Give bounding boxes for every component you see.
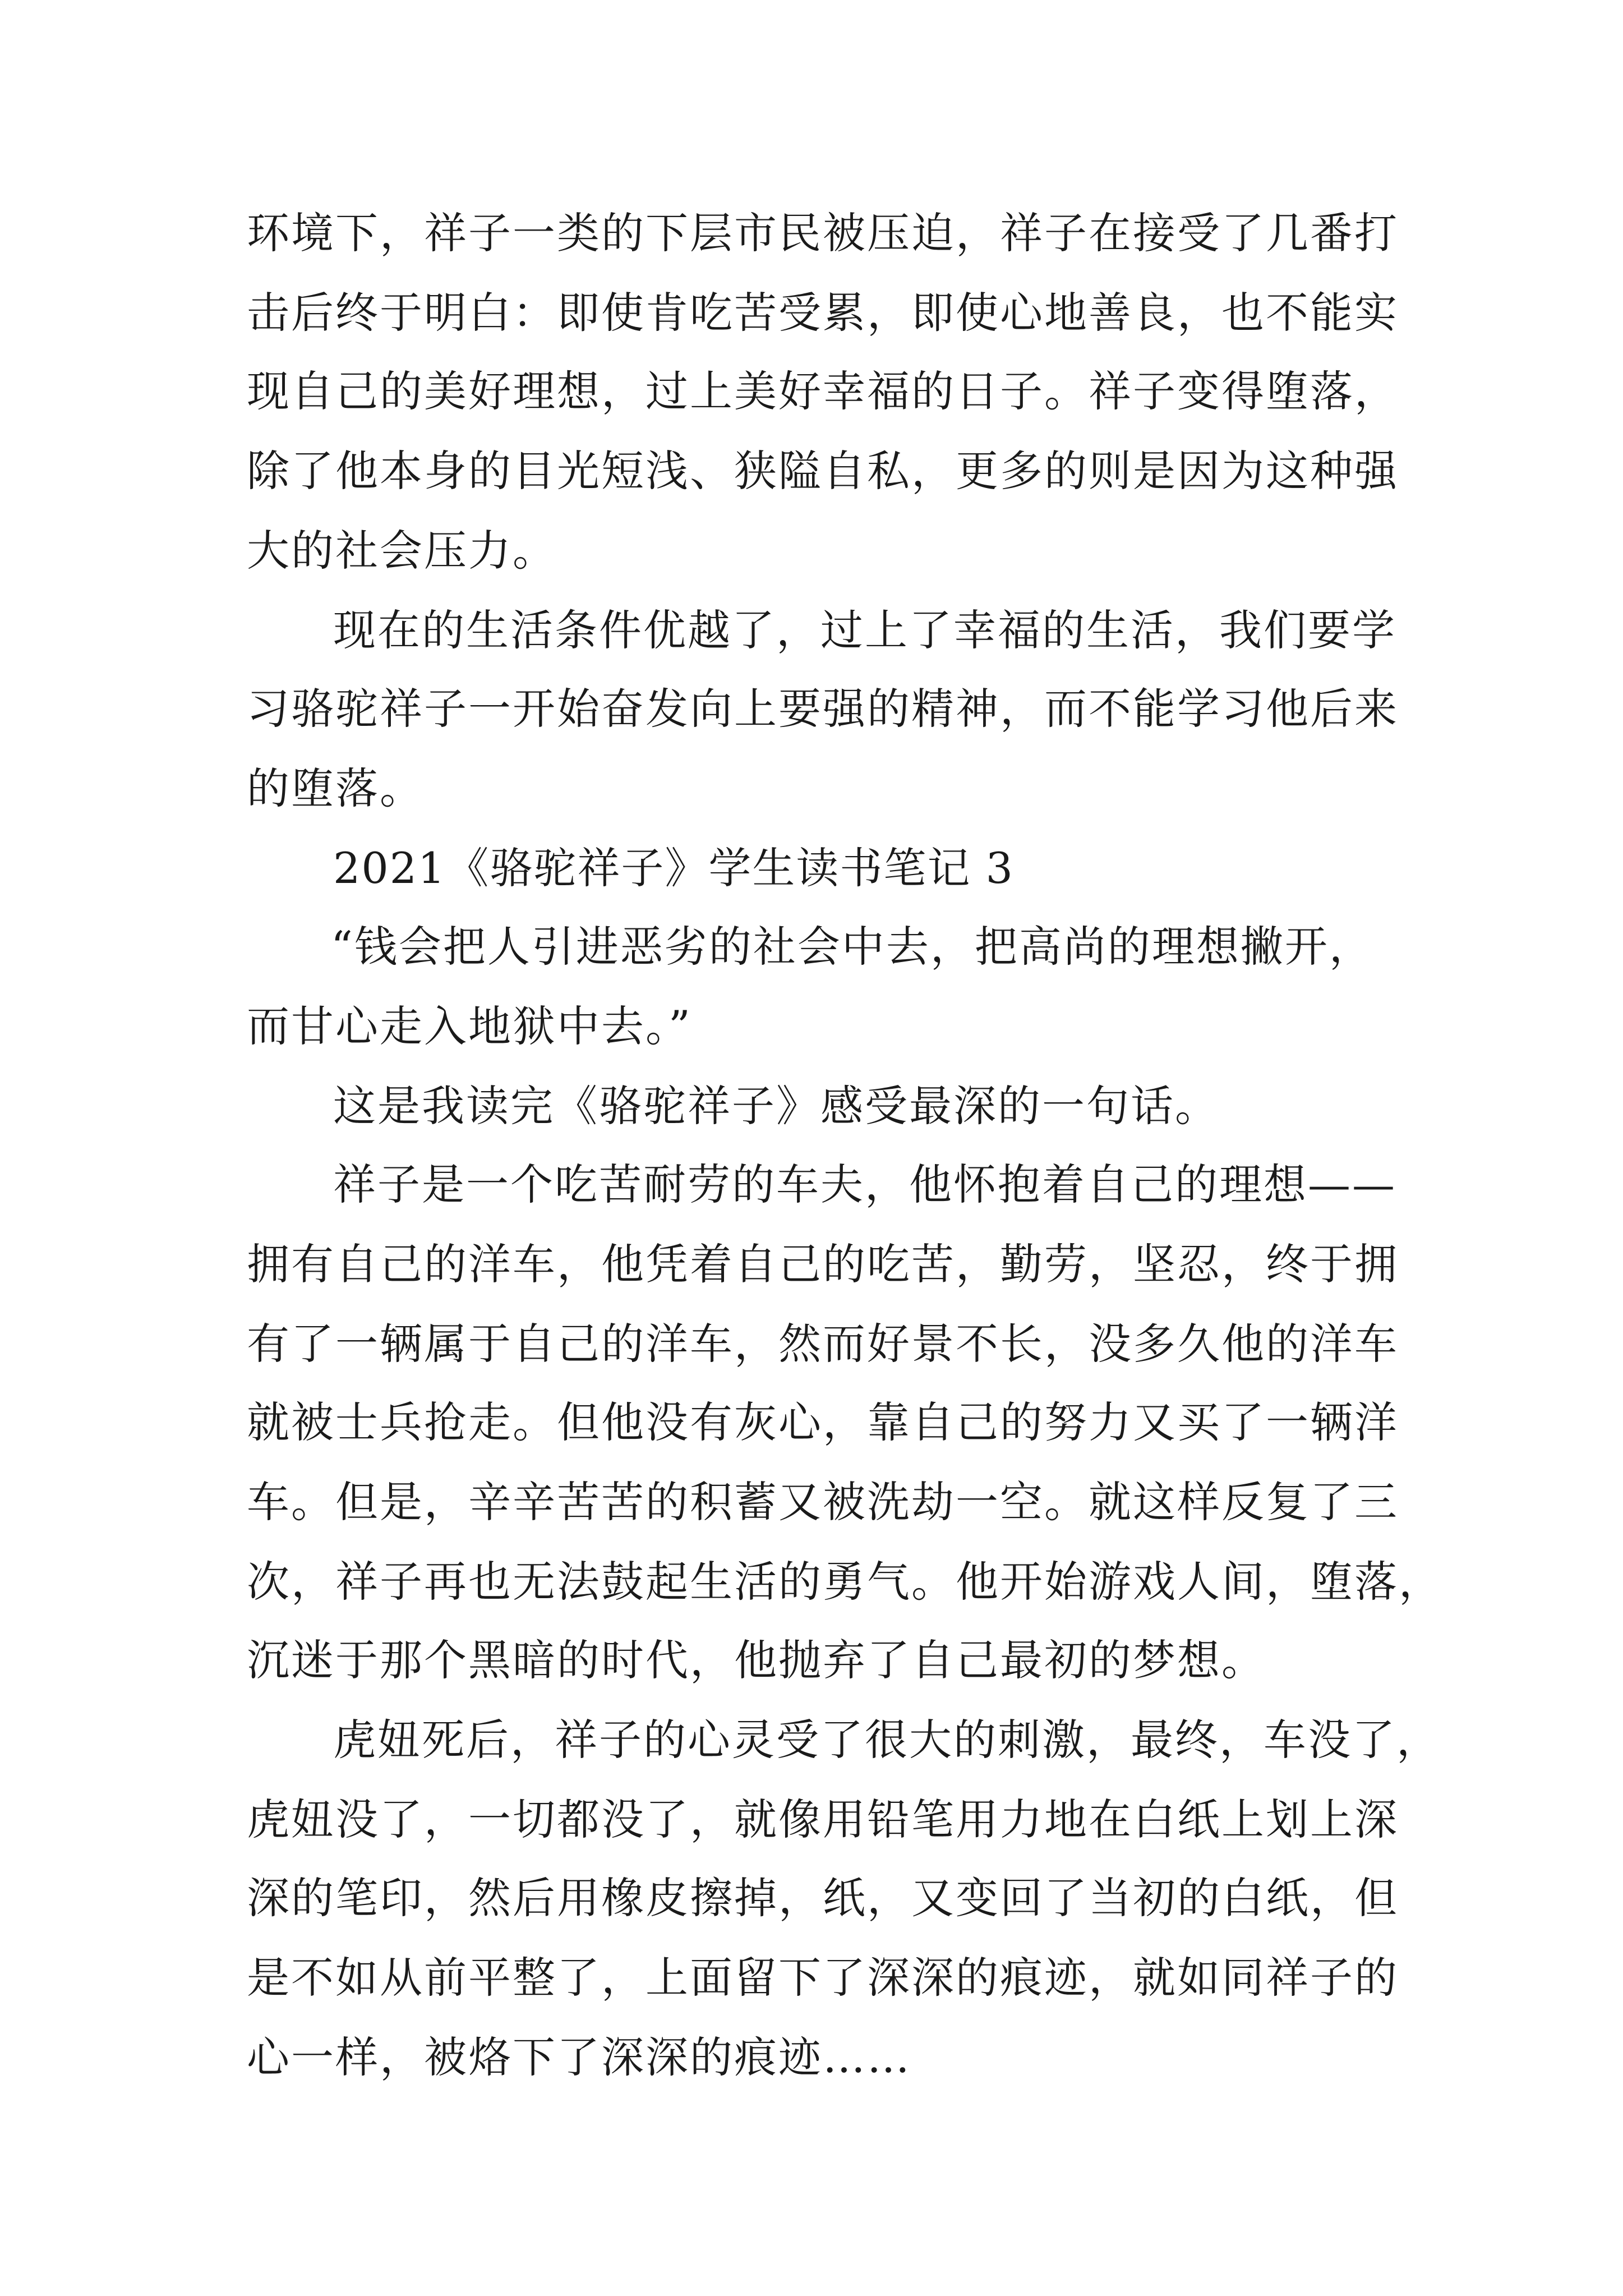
text-line: 虎妞没了，一切都没了，就像用铅笔用力地在白纸上划上深 (247, 1795, 1399, 1844)
quote-line: 而甘心走入地狱中去。” (247, 1001, 692, 1051)
text-line: 沉迷于那个黑暗的时代，他抛弃了自己最初的梦想。 (247, 1635, 1266, 1685)
text-line: 是不如从前平整了，上面留下了深深的痕迹，就如同祥子的 (247, 1953, 1399, 2003)
text-line: 击后终于明白：即使肯吃苦受累，即使心地善良，也不能实 (247, 288, 1399, 338)
quote-line: “钱会把人引进恶劣的社会中去，把高尚的理想撇开， (331, 922, 1373, 972)
text-line: 现自己的美好理想，过上美好幸福的日子。祥子变得堕落， (247, 366, 1399, 416)
paragraph-first-line: 这是我读完《骆驼祥子》感受最深的一句话。 (333, 1081, 1219, 1131)
text-line: 大的社会压力。 (247, 526, 557, 576)
text-line: 次，祥子再也无法鼓起生活的勇气。他开始游戏人间，堕落， (247, 1557, 1443, 1607)
text-line: 习骆驼祥子一开始奋发向上要强的精神，而不能学习他后来 (247, 684, 1399, 734)
text-line: 有了一辆属于自己的洋车，然而好景不长，没多久他的洋车 (247, 1319, 1399, 1369)
paragraph-first-line: 现在的生活条件优越了，过上了幸福的生活，我们要学 (333, 605, 1396, 655)
text-line: 环境下，祥子一类的下层市民被压迫，祥子在接受了几番打 (247, 208, 1399, 258)
section-title: 2021《骆驼祥子》学生读书笔记 3 (333, 843, 1014, 893)
text-line: 深的笔印，然后用橡皮擦掉，纸，又变回了当初的白纸，但 (247, 1873, 1399, 1923)
text-line: 心一样，被烙下了深深的痕迹…… (247, 2032, 911, 2082)
text-line: 除了他本身的目光短浅、狭隘自私，更多的则是因为这种强 (247, 446, 1399, 496)
text-line: 车。但是，辛辛苦苦的积蓄又被洗劫一空。就这样反复了三 (247, 1477, 1399, 1527)
paragraph-first-line: 祥子是一个吃苦耐劳的车夫，他怀抱着自己的理想—— (333, 1159, 1396, 1209)
text-line: 拥有自己的洋车，他凭着自己的吃苦，勤劳，坚忍，终于拥 (247, 1239, 1399, 1289)
paragraph-first-line: 虎妞死后，祥子的心灵受了很大的刺激，最终，车没了， (333, 1715, 1441, 1765)
text-line: 就被士兵抢走。但他没有灰心，靠自己的努力又买了一辆洋 (247, 1397, 1399, 1447)
text-line: 的堕落。 (247, 763, 424, 813)
